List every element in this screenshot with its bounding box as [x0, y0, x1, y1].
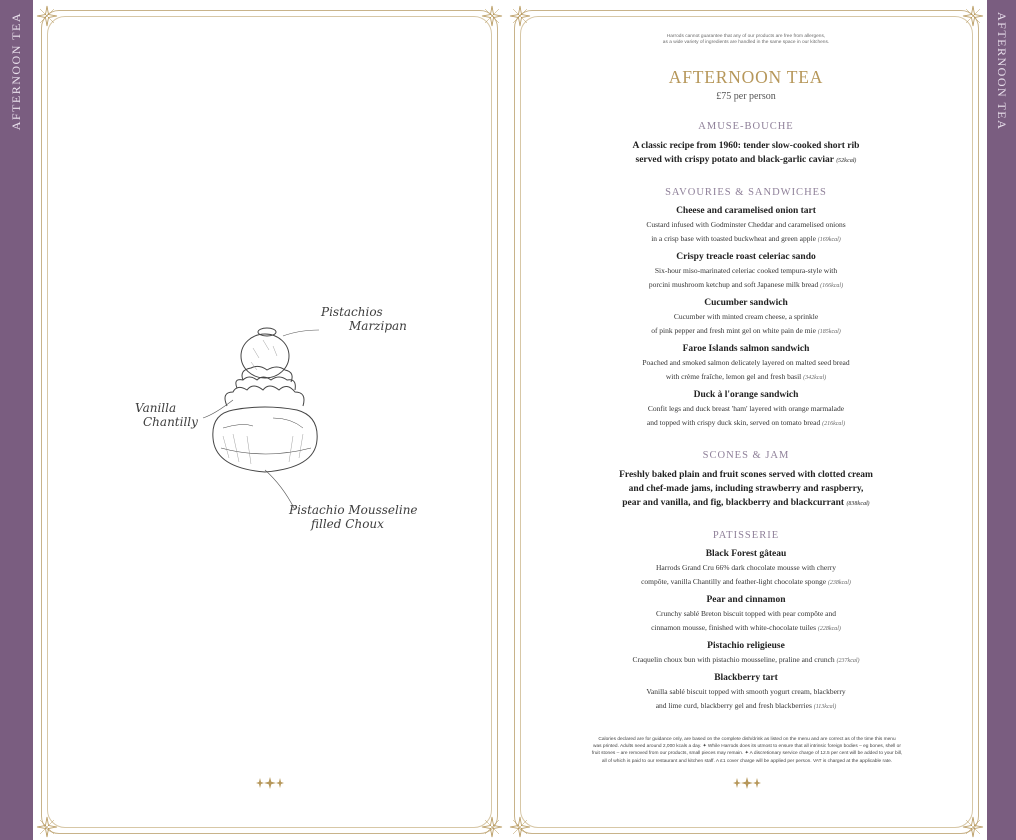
allergen-note-line: as a wide variety of ingredients are handled in the same space in our kitchens.: [662, 40, 830, 46]
kcal-label: (237kcal): [836, 658, 860, 665]
right-band-title: AFTERNOON TEA: [995, 12, 1009, 131]
menu-item-description-line: [566, 370, 926, 385]
menu-item-name: Blackberry tart: [714, 673, 778, 684]
star-ornament-icon: [962, 816, 984, 838]
menu-item-description-line: [566, 232, 926, 247]
menu-item: [566, 468, 926, 511]
star-ornament-icon: [509, 816, 531, 838]
menu-item-description-line: [566, 356, 926, 370]
allergen-note: [566, 34, 926, 47]
menu-item-description-text: Custard infused with Godminster Cheddar and caramelised onions: [646, 220, 846, 230]
section-heading: SCONES & JAM: [702, 450, 790, 462]
left-band-title: AFTERNOON TEA: [9, 12, 23, 131]
menu-item-description-text: Harrods Grand Cru 66% dark chocolate mousse with cherry: [656, 563, 836, 573]
menu-item-description-line: [566, 621, 926, 636]
stars-ornament-icon: [732, 777, 762, 789]
annotation-top-line1: Pistachios: [321, 305, 383, 319]
menu-item-name: Crispy treacle roast celeriac sando: [676, 252, 816, 263]
star-ornament-icon: [962, 5, 984, 27]
menu-item-name: Pistachio religieuse: [707, 641, 785, 652]
menu-item-description-line: [566, 468, 926, 482]
menu-item-description-text: of pink pepper and fresh mint gel on white pain de mie: [651, 326, 816, 336]
kcal-label: (169kcal): [817, 237, 841, 244]
menu-item-description-line: [566, 402, 926, 416]
menu-item-description-line: [566, 416, 926, 431]
annotation-leader-lines: [33, 0, 506, 840]
menu-item-description-text: Crunchy sablé Breton biscuit topped with pear compôte and: [656, 609, 836, 619]
menu-item-description-text: and lime curd, blackberry gel and fresh blackberries: [655, 701, 812, 711]
menu-item-description-text: in a crisp base with toasted buckwheat and green apple: [651, 234, 816, 244]
menu-item-description-text: Confit legs and duck breast 'ham' layered with orange marmalade: [647, 404, 845, 414]
menu-item: [566, 204, 926, 247]
menu-item-description-line: [566, 561, 926, 575]
menu-item-description-text: pear and vanilla, and fig, blackberry and blackcurrant: [622, 497, 845, 508]
menu-price: £75 per person: [716, 91, 776, 103]
annotation-left-line1: Vanilla: [135, 401, 177, 415]
menu-item: [566, 139, 926, 168]
left-page: [33, 0, 506, 840]
kcal-label: (342kcal): [803, 375, 827, 382]
kcal-label: (113kcal): [813, 704, 837, 711]
menu-title: AFTERNOON TEA: [668, 66, 824, 87]
menu-item: [566, 547, 926, 590]
footer-line: fruit stones – are removed from our products, small pieces may remain. ✦ A discretionary service charge of 12.5 per cent will be added to your bill,: [591, 751, 903, 757]
menu-item-description-text: Cucumber with minted cream cheese, a sprinkle: [673, 312, 819, 322]
menu-item-description-text: served with crispy potato and black-garlic caviar: [635, 154, 834, 165]
menu-item-description-line: [566, 310, 926, 324]
menu-item-description-text: Craquelin choux bun with pistachio mousseline, praline and crunch: [632, 655, 835, 665]
menu-item-description-line: [566, 139, 926, 153]
kcal-label: (838kcal): [846, 500, 870, 507]
menu-sections: [566, 122, 926, 714]
menu-item-description-line: [566, 699, 926, 714]
menu-item-name: Faroe Islands salmon sandwich: [682, 344, 810, 355]
kcal-label: (216kcal): [822, 421, 846, 428]
menu-item-name: Cucumber sandwich: [704, 298, 788, 309]
menu-item-description-line: [566, 607, 926, 621]
menu-item-description-text: porcini mushroom ketchup and soft Japanese milk bread: [648, 280, 819, 290]
menu-item: [566, 342, 926, 385]
kcal-label: (185kcal): [817, 329, 841, 336]
menu-item-description-line: [566, 482, 926, 496]
menu-item-description-line: [566, 153, 926, 168]
section-heading: SAVOURIES & SANDWICHES: [665, 186, 827, 198]
right-side-band: [987, 0, 1016, 840]
menu-item-description-text: Vanilla sablé biscuit topped with smooth yogurt cream, blackberry: [646, 687, 846, 697]
left-side-band: [0, 0, 33, 840]
menu-item-description-line: [566, 575, 926, 590]
menu-item-name: Black Forest gâteau: [705, 549, 787, 560]
menu-item: [566, 671, 926, 714]
stars-ornament-icon: [255, 777, 285, 789]
menu-item: [566, 593, 926, 636]
allergen-note-line: Harrods cannot guarantee that any of our products are free from allergens,: [666, 34, 826, 39]
footer-line: Calories declared are for guidance only, are based on the complete dish/drink as listed on the menu and are correct as of the time this menu: [598, 737, 896, 742]
menu-item: [566, 250, 926, 293]
menu-item-name: Pear and cinnamon: [706, 595, 786, 606]
star-ornament-icon: [509, 5, 531, 27]
kcal-label: (52kcal): [836, 157, 857, 164]
menu-item-description-line: [566, 685, 926, 699]
section-heading: AMUSE-BOUCHE: [698, 121, 794, 133]
menu-item-description-text: and topped with crispy duck skin, served on tomato bread: [646, 418, 821, 428]
menu-item-description-text: Six-hour miso-marinated celeriac cooked tempura-style with: [654, 266, 838, 276]
menu-item-description-line: [566, 278, 926, 293]
menu-item-description-text: Poached and smoked salmon delicately layered on malted seed bread: [642, 358, 850, 368]
menu-item-description-line: [566, 264, 926, 278]
kcal-label: (228kcal): [817, 626, 841, 633]
menu-content: [566, 34, 926, 714]
footer-line: was printed. Adults need around 2,000 kcals a day. ✦ While Harrods does its utmost to ensure that all intrinsic foreign bodies – eg bones, shell or: [593, 744, 901, 750]
kcal-label: (166kcal): [820, 283, 844, 290]
menu-item: [566, 388, 926, 431]
footer-note: [552, 736, 942, 765]
menu-item-description-text: compôte, vanilla Chantilly and feather-light chocolate sponge: [641, 577, 827, 587]
menu-item-description-line: [566, 653, 926, 668]
menu-item-name: Cheese and caramelised onion tart: [676, 206, 816, 217]
annotation-left-line2: Chantilly: [143, 414, 198, 429]
section-heading: PATISSERIE: [712, 529, 780, 541]
kcal-label: (238kcal): [827, 580, 851, 587]
menu-item-description-text: and chef-made jams, including strawberry and raspberry,: [628, 483, 864, 494]
menu-item-description-text: Freshly baked plain and fruit scones served with clotted cream: [619, 469, 873, 480]
menu-item: [566, 296, 926, 339]
annotation-bottom-line2: filled Choux: [311, 516, 384, 531]
menu-item-description-text: A classic recipe from 1960: tender slow-cooked short rib: [632, 140, 860, 151]
menu-item-description-line: [566, 324, 926, 339]
right-page: [506, 0, 987, 840]
annotation-bottom-line1: Pistachio Mousseline: [289, 503, 418, 517]
menu-item-description-text: cinnamon mousse, finished with white-chocolate tuiles: [651, 623, 817, 633]
menu-item-description-text: with crème fraîche, lemon gel and fresh basil: [665, 372, 802, 382]
menu-item-name: Duck à l'orange sandwich: [693, 390, 799, 401]
footer-line: all of which is paid to our restaurant and kitchen staff. A £1 cover charge will be applied per person. VAT is charged at the applicable rate.: [601, 758, 893, 764]
annotation-top-line2: Marzipan: [349, 318, 407, 333]
menu-item: [566, 639, 926, 668]
menu-item-description-line: [566, 218, 926, 232]
menu-item-description-line: [566, 496, 926, 511]
